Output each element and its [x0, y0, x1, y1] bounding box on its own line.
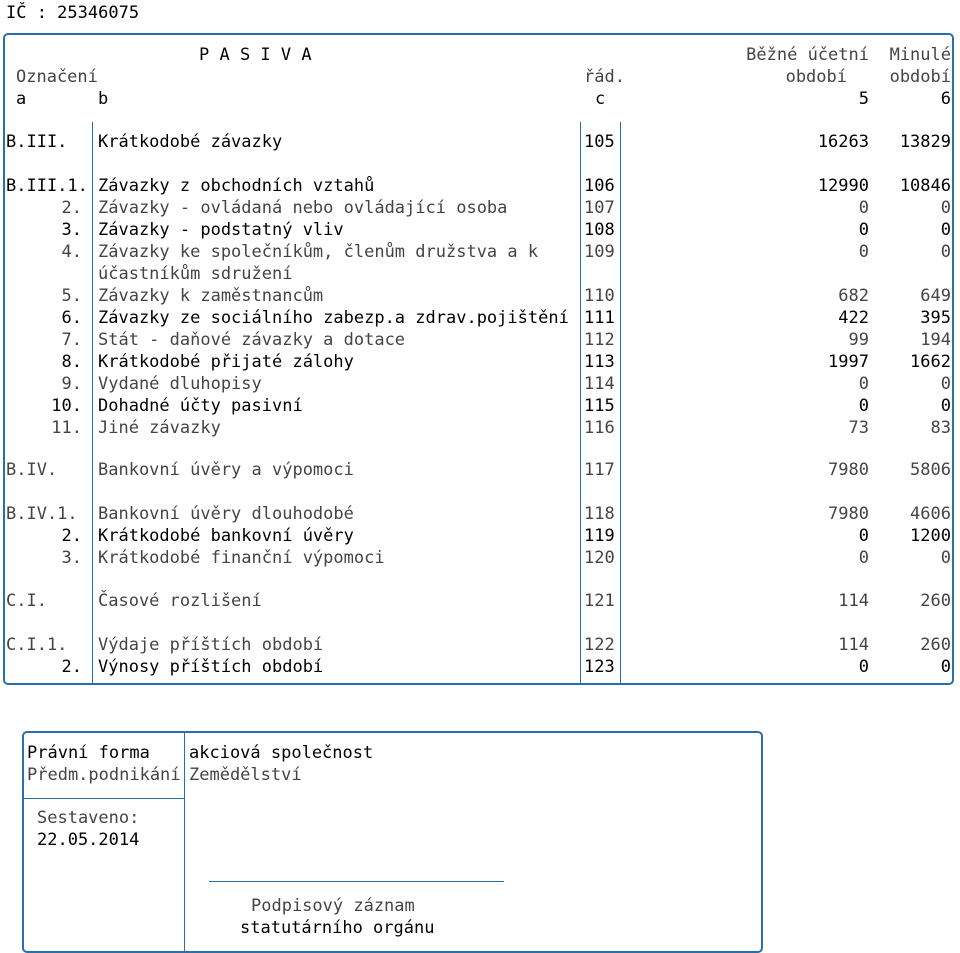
row-code: 7.: [61, 330, 82, 350]
legal-form-value: akciová společnost: [189, 743, 374, 763]
row-current-value: 99: [848, 330, 869, 350]
row-number: 116: [584, 418, 615, 438]
row-current-value: 682: [838, 286, 869, 306]
row-previous-value: 83: [930, 418, 951, 438]
legal-form-label: Právní forma: [27, 743, 150, 763]
row-number: 109: [584, 242, 615, 262]
row-code: 9.: [61, 374, 82, 394]
col-code-b: b: [98, 89, 109, 109]
row-label: Závazky ze sociálního zabezp.a zdrav.pojištění: [98, 308, 569, 328]
col-prev-header-2: období: [889, 67, 951, 87]
row-previous-value: 10846: [899, 176, 951, 196]
row-previous-value: 4606: [910, 504, 951, 524]
row-code: 4.: [61, 242, 82, 262]
row-current-value: 114: [838, 591, 869, 611]
row-number: 111: [584, 308, 615, 328]
company-id: IČ : 25346075: [6, 3, 140, 23]
row-number: 121: [584, 591, 615, 611]
row-number: 118: [584, 504, 615, 524]
col-code-6: 6: [940, 89, 951, 109]
row-code: B.IV.: [6, 460, 58, 480]
row-code: 2.: [61, 198, 82, 218]
signature-caption-2: statutárního orgánu: [240, 918, 435, 938]
row-number: 115: [584, 396, 615, 416]
row-previous-value: 0: [940, 220, 951, 240]
row-label: Závazky z obchodních vztahů: [98, 176, 375, 196]
row-current-value: 0: [858, 220, 869, 240]
row-previous-value: 1662: [910, 352, 951, 372]
row-current-value: 114: [838, 635, 869, 655]
col-current-header-1: Běžné účetní: [746, 45, 869, 65]
row-code: 3.: [61, 220, 82, 240]
business-label: Předm.podnikání: [27, 765, 181, 785]
row-label: Výdaje příštích období: [98, 635, 324, 655]
row-current-value: 7980: [828, 504, 869, 524]
row-label: Výnosy příštích období: [98, 657, 324, 677]
row-label: Jiné závazky: [98, 418, 221, 438]
row-previous-value: 0: [940, 396, 951, 416]
table-title: P A S I V A: [199, 45, 312, 65]
row-code: B.III.: [6, 132, 68, 152]
row-number: 107: [584, 198, 615, 218]
row-current-value: 422: [838, 308, 869, 328]
business-value: Zemědělství: [189, 765, 302, 785]
row-code: C.I.1.: [6, 635, 68, 655]
row-label: Dohadné účty pasivní: [98, 396, 303, 416]
row-previous-value: 0: [940, 548, 951, 568]
row-code: 5.: [61, 286, 82, 306]
col-code-5: 5: [858, 89, 869, 109]
col-code-a: a: [16, 89, 27, 109]
row-previous-value: 0: [940, 374, 951, 394]
col-prev-header-1: Minulé: [889, 45, 951, 65]
row-previous-value: 260: [920, 591, 951, 611]
row-number: 114: [584, 374, 615, 394]
row-code: B.III.1.: [6, 176, 88, 196]
row-code: 2.: [61, 657, 82, 677]
row-previous-value: 649: [920, 286, 951, 306]
compiled-date: 22.05.2014: [37, 830, 140, 850]
row-code: 6.: [61, 308, 82, 328]
row-number: 112: [584, 330, 615, 350]
row-label: Krátkodobé přijaté zálohy: [98, 352, 354, 372]
row-code: 8.: [61, 352, 82, 372]
row-previous-value: 194: [920, 330, 951, 350]
row-label: Krátkodobé bankovní úvěry: [98, 526, 354, 546]
row-current-value: 0: [858, 242, 869, 262]
row-label: Závazky ke společníkům, členům družstva a k: [98, 242, 539, 262]
row-label: Krátkodobé závazky: [98, 132, 283, 152]
row-previous-value: 260: [920, 635, 951, 655]
row-current-value: 0: [858, 374, 869, 394]
row-current-value: 0: [858, 657, 869, 677]
row-previous-value: 13829: [899, 132, 951, 152]
row-current-value: 12990: [817, 176, 869, 196]
row-number: 119: [584, 526, 615, 546]
row-previous-value: 0: [940, 198, 951, 218]
row-previous-value: 1200: [910, 526, 951, 546]
row-code: 3.: [61, 548, 82, 568]
row-code: 10.: [51, 396, 82, 416]
row-code: C.I.: [6, 591, 47, 611]
row-number: 105: [584, 132, 615, 152]
row-code: B.IV.1.: [6, 504, 78, 524]
row-number: 123: [584, 657, 615, 677]
row-current-value: 7980: [828, 460, 869, 480]
row-number: 122: [584, 635, 615, 655]
compiled-label: Sestaveno:: [37, 808, 140, 828]
row-current-value: 1997: [828, 352, 869, 372]
row-current-value: 0: [858, 526, 869, 546]
row-number: 117: [584, 460, 615, 480]
row-current-value: 73: [848, 418, 869, 438]
column-divider: [580, 122, 581, 685]
row-label-continued: účastníkům sdružení: [98, 264, 293, 284]
row-number: 120: [584, 548, 615, 568]
row-previous-value: 5806: [910, 460, 951, 480]
row-current-value: 0: [858, 396, 869, 416]
row-previous-value: 0: [940, 242, 951, 262]
row-previous-value: 0: [940, 657, 951, 677]
footer-divider: [22, 798, 185, 799]
row-label: Stát - daňové závazky a dotace: [98, 330, 406, 350]
row-number: 110: [584, 286, 615, 306]
col-code-c: c: [595, 89, 606, 109]
row-current-value: 16263: [817, 132, 869, 152]
row-previous-value: 395: [920, 308, 951, 328]
col-row-header: řád.: [584, 67, 625, 87]
signature-line: [209, 881, 504, 882]
row-label: Bankovní úvěry a výpomoci: [98, 460, 354, 480]
row-label: Závazky k zaměstnancům: [98, 286, 324, 306]
row-label: Vydané dluhopisy: [98, 374, 262, 394]
row-number: 113: [584, 352, 615, 372]
row-number: 108: [584, 220, 615, 240]
signature-caption-1: Podpisový záznam: [251, 896, 415, 916]
row-label: Bankovní úvěry dlouhodobé: [98, 504, 354, 524]
row-current-value: 0: [858, 198, 869, 218]
row-label: Časové rozlišení: [98, 591, 262, 611]
row-current-value: 0: [858, 548, 869, 568]
col-code-header: Označení: [16, 67, 98, 87]
row-code: 2.: [61, 526, 82, 546]
column-divider: [620, 122, 621, 685]
column-divider: [92, 122, 93, 685]
row-number: 106: [584, 176, 615, 196]
footer-divider: [184, 731, 185, 953]
row-code: 11.: [51, 418, 82, 438]
row-label: Závazky - podstatný vliv: [98, 220, 344, 240]
row-label: Závazky - ovládaná nebo ovládající osoba: [98, 198, 508, 218]
col-current-header-2: období: [785, 67, 847, 87]
row-label: Krátkodobé finanční výpomoci: [98, 548, 385, 568]
